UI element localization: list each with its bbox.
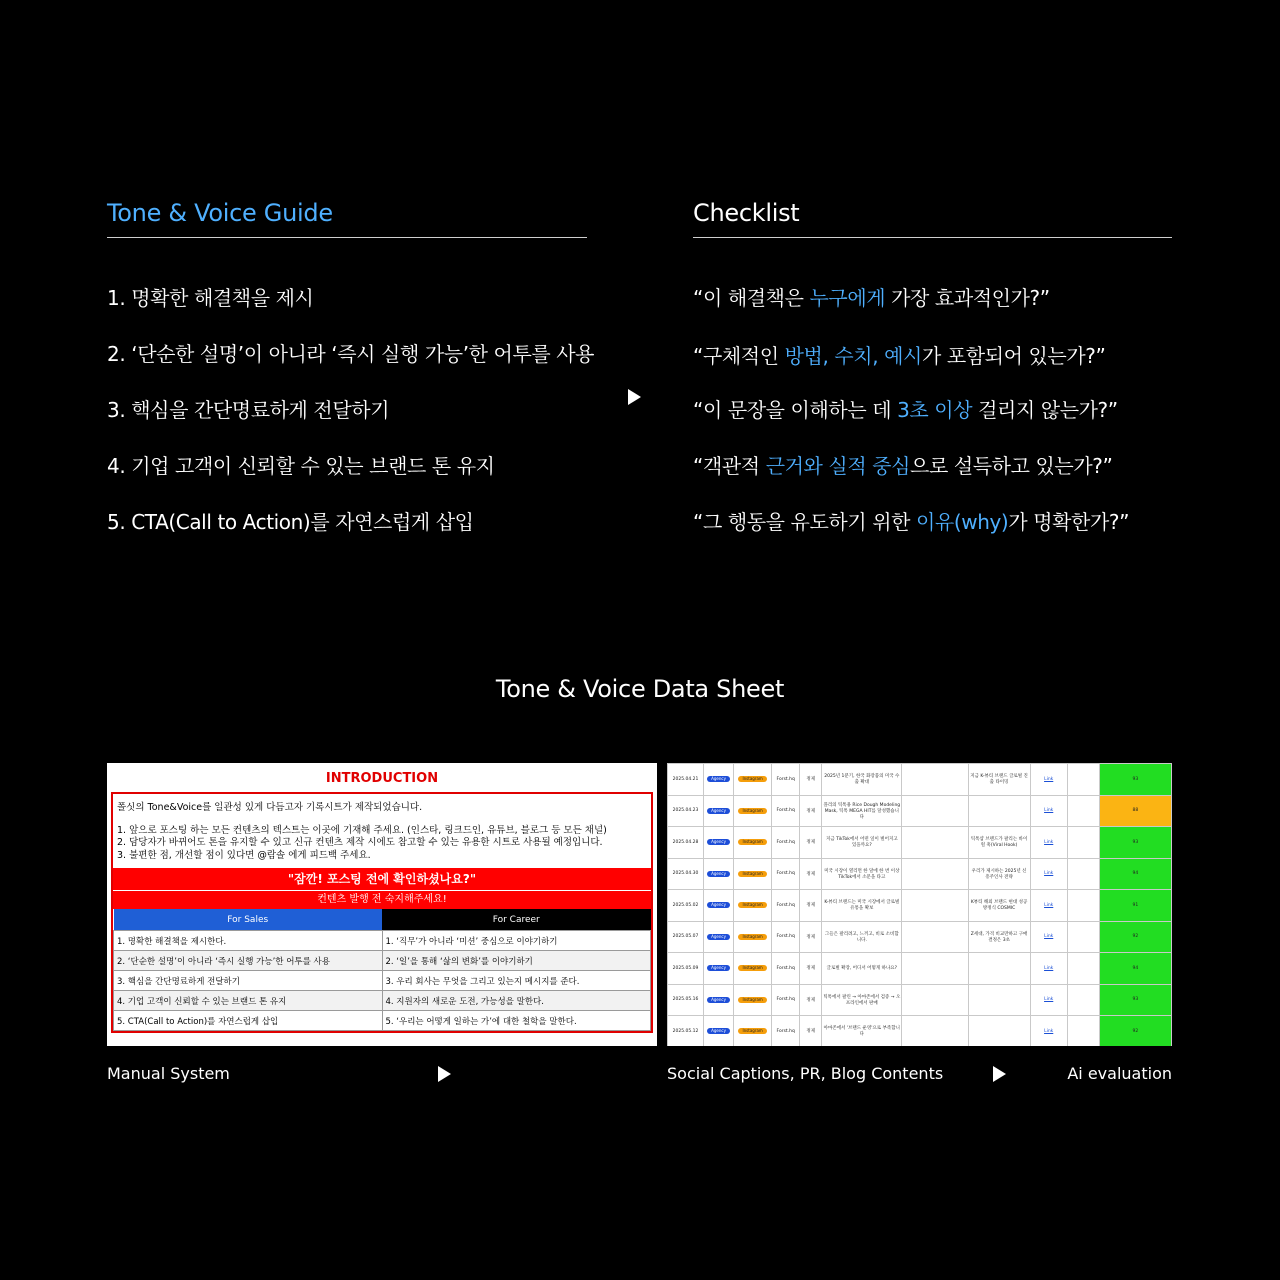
sheet-row <box>668 858 1172 890</box>
guide-item-5: 5. CTA(Call to Action)를 자연스럽게 삽입 <box>107 510 474 534</box>
date-cell: 2025.05.16 <box>668 984 704 1016</box>
agency-chip[interactable]: Agency <box>707 776 730 782</box>
score-cell: 91 <box>1099 890 1171 922</box>
intro-box <box>113 794 651 868</box>
empty-cell <box>1067 795 1099 827</box>
warning-subtitle: 컨텐츠 발행 전 숙지해주세요! <box>113 890 651 909</box>
manual-system-card <box>107 763 657 1046</box>
sheet-row <box>668 1016 1172 1047</box>
sheet-row <box>668 953 1172 985</box>
empty-cell <box>902 890 968 922</box>
empty-cell <box>1067 890 1099 922</box>
empty-cell <box>902 921 968 953</box>
caption-social-captions: Social Captions, PR, Blog Contents <box>667 1064 944 1083</box>
sheet-row <box>668 890 1172 922</box>
date-cell: 2025.04.23 <box>668 795 704 827</box>
author-cell: Forst.hq <box>772 858 800 890</box>
intro-lead: 폴싯의 Tone&Voice를 일관성 있게 다듬고자 기록시트가 제작되었습니다. <box>117 802 423 813</box>
date-cell: 2025.04.21 <box>668 764 704 796</box>
score-cell: 94 <box>1099 858 1171 890</box>
link-cell[interactable] <box>1030 827 1067 859</box>
checklist-item-1: “이 해결책은 누구에게 가장 효과적인가?” <box>693 286 1050 310</box>
date-cell: 2025.05.07 <box>668 921 704 953</box>
checklist-item-2: “구체적인 방법, 수치, 예시가 포함되어 있는가?” <box>693 344 1106 368</box>
author-cell: Forst.hq <box>772 764 800 796</box>
channel-chip[interactable]: Instagram <box>738 776 766 782</box>
status-cell: 정제 <box>800 921 822 953</box>
author-cell: Forst.hq <box>772 890 800 922</box>
empty-cell <box>902 984 968 1016</box>
empty-cell <box>902 795 968 827</box>
career-cell: 4. 지원자의 새로운 도전, 가능성을 말한다. <box>382 991 651 1011</box>
date-cell: 2025.05.12 <box>668 1016 704 1047</box>
play-arrow-icon <box>993 1066 1006 1082</box>
link[interactable]: Link <box>1044 839 1054 845</box>
author-cell: Forst.hq <box>772 1016 800 1047</box>
sales-cell: 5. CTA(Call to Action)를 자연스럽게 삽입 <box>114 1011 383 1031</box>
guide-item-1: 1. 명확한 해결책을 제시 <box>107 286 314 310</box>
link-cell[interactable] <box>1030 764 1067 796</box>
note-cell: K뷰티 해외 브랜드 현대 성공 방정식 COSMIC <box>968 890 1030 922</box>
empty-cell <box>902 764 968 796</box>
score-cell: 94 <box>1099 953 1171 985</box>
guide-divider <box>107 237 587 238</box>
guide-item-3: 3. 핵심을 간단명료하게 전달하기 <box>107 398 390 422</box>
agency-chip[interactable]: Agency <box>707 965 730 971</box>
checklist-title: Checklist <box>693 199 800 227</box>
channel-chip-cell <box>734 827 772 859</box>
career-cell: 2. ‘일’을 통해 ‘삶의 변화’를 이야기하기 <box>382 951 651 971</box>
sheet-row <box>668 764 1172 796</box>
empty-cell <box>1067 858 1099 890</box>
empty-cell <box>902 1016 968 1047</box>
note-cell: 우리가 제시하는 2025년 신흥주인사 전략 <box>968 858 1030 890</box>
agency-chip-cell <box>704 827 734 859</box>
empty-cell <box>902 827 968 859</box>
channel-chip[interactable]: Instagram <box>738 871 766 877</box>
agency-chip[interactable]: Agency <box>707 902 730 908</box>
link-cell[interactable] <box>1030 953 1067 985</box>
caption-text-cell: 미국 시장이 열리면 한 달에 한 번 이상 TikTok에서 소문을 타고 <box>822 858 902 890</box>
agency-chip-cell <box>704 921 734 953</box>
channel-chip-cell <box>734 1016 772 1047</box>
channel-chip-cell <box>734 764 772 796</box>
link-cell[interactable] <box>1030 890 1067 922</box>
link-cell[interactable] <box>1030 795 1067 827</box>
note-cell: Z세대, 가격 비교만하고 구매 결정은 3초 <box>968 921 1030 953</box>
intro-title: INTRODUCTION <box>325 771 439 786</box>
status-cell: 정제 <box>800 890 822 922</box>
agency-chip-cell <box>704 764 734 796</box>
channel-chip[interactable]: Instagram <box>738 1028 766 1034</box>
warning-banner: "잠깐! 포스팅 전에 확인하셨나요?" <box>113 868 651 890</box>
checklist-item-4: “객관적 근거와 실적 중심으로 설득하고 있는가?” <box>693 454 1113 478</box>
author-cell: Forst.hq <box>772 984 800 1016</box>
channel-chip-cell <box>734 984 772 1016</box>
status-cell: 정제 <box>800 858 822 890</box>
sales-cell: 2. ‘단순한 설명’이 아니라 ‘즉시 실행 가능’한 어투를 사용 <box>114 951 383 971</box>
sheet-row <box>668 984 1172 1016</box>
status-cell: 정제 <box>800 953 822 985</box>
caption-text-cell: 글로벌 확장, 어디서 어떻게 하나요? <box>822 953 902 985</box>
empty-cell <box>1067 921 1099 953</box>
link-cell[interactable] <box>1030 921 1067 953</box>
agency-chip-cell <box>704 1016 734 1047</box>
link[interactable]: Link <box>1044 808 1054 814</box>
channel-chip[interactable]: Instagram <box>738 902 766 908</box>
link[interactable]: Link <box>1044 902 1054 908</box>
author-cell: Forst.hq <box>772 953 800 985</box>
status-cell: 정제 <box>800 827 822 859</box>
link[interactable]: Link <box>1044 934 1054 940</box>
caption-text-cell: 아마존에서 '브랜드 운영'으로 부족합니다 <box>822 1016 902 1047</box>
status-cell: 정제 <box>800 795 822 827</box>
guide-title: Tone & Voice Guide <box>107 199 333 227</box>
link-cell[interactable] <box>1030 984 1067 1016</box>
agency-chip[interactable]: Agency <box>707 997 730 1003</box>
note-cell: 틱톡샵 브랜드가 팔리는 바이럴 훅(Viral Hook) <box>968 827 1030 859</box>
status-cell: 정제 <box>800 984 822 1016</box>
link[interactable]: Link <box>1044 1028 1054 1034</box>
channel-chip[interactable]: Instagram <box>738 934 766 940</box>
col-career-header: For Career <box>382 909 651 931</box>
agency-chip[interactable]: Agency <box>707 1028 730 1034</box>
score-cell: 93 <box>1099 764 1171 796</box>
date-cell: 2025.04.28 <box>668 827 704 859</box>
guide-item-2: 2. ‘단순한 설명’이 아니라 ‘즉시 실행 가능’한 어투를 사용 <box>107 342 595 366</box>
agency-chip-cell <box>704 953 734 985</box>
agency-chip-cell <box>704 795 734 827</box>
intro-line-2: 2. 담당자가 바뀌어도 톤을 유지할 수 있고 신규 컨텐츠 제작 시에도 참고할 수 있는 유용한 시트로 사용될 예정입니다. <box>117 837 603 848</box>
note-cell <box>968 795 1030 827</box>
sales-cell: 3. 핵심을 간단명료하게 전달하기 <box>114 971 383 991</box>
caption-text-cell: 지금 TikTok에서 어떤 일이 벌어지고 있을까요? <box>822 827 902 859</box>
play-arrow-icon <box>438 1066 451 1082</box>
caption-text-cell: 틱톡에서 팔린 → 아마존에서 검증 → 오프라인에서 판매 <box>822 984 902 1016</box>
agency-chip-cell <box>704 984 734 1016</box>
col-sales-header: For Sales <box>114 909 383 931</box>
link-cell[interactable] <box>1030 858 1067 890</box>
career-cell: 1. ‘직무’가 아니라 ‘미션’ 중심으로 이야기하기 <box>382 931 651 951</box>
note-cell <box>968 984 1030 1016</box>
author-cell: Forst.hq <box>772 921 800 953</box>
link[interactable]: Link <box>1044 776 1054 782</box>
empty-cell <box>1067 827 1099 859</box>
channel-chip-cell <box>734 795 772 827</box>
checklist-item-3: “이 문장을 이해하는 데 3초 이상 걸리지 않는가?” <box>693 398 1118 422</box>
empty-cell <box>1067 984 1099 1016</box>
status-cell: 정제 <box>800 1016 822 1047</box>
career-cell: 5. ‘우리는 어떻게 일하는 가’에 대한 철학을 말한다. <box>382 1011 651 1031</box>
agency-chip[interactable]: Agency <box>707 934 730 940</box>
agency-chip[interactable]: Agency <box>707 871 730 877</box>
data-sheet-table <box>667 763 1172 1046</box>
note-cell <box>968 1016 1030 1047</box>
score-cell: 88 <box>1099 795 1171 827</box>
empty-cell <box>1067 764 1099 796</box>
caption-text-cell: 플리의 틱톡용 Rice Dough Modeling Mask, 틱톡 MEGA HIT를 달성했습니다 <box>822 795 902 827</box>
career-cell: 3. 우리 회사는 무엇을 그리고 있는지 메시지를 준다. <box>382 971 651 991</box>
caption-text-cell: 그들은 팔리려고, 느끼고, 비로 소비합니다. <box>822 921 902 953</box>
channel-chip-cell <box>734 858 772 890</box>
empty-cell <box>1067 953 1099 985</box>
guide-item-4: 4. 기업 고객이 신뢰할 수 있는 브랜드 톤 유지 <box>107 454 495 478</box>
note-cell: 지금 K-뷰티 브랜드 글로벌 진출 타이밍 <box>968 764 1030 796</box>
date-cell: 2025.05.09 <box>668 953 704 985</box>
link[interactable]: Link <box>1044 871 1054 877</box>
checklist-divider <box>693 237 1172 238</box>
table-row <box>114 1011 651 1031</box>
caption-text-cell: 2025년 1분기, 한국 화장품의 미국 수출 확대 <box>822 764 902 796</box>
caption-text-cell: K-뷰티 브랜드는 미국 시장에서 글로벌 유통을 확보 <box>822 890 902 922</box>
sheet-row <box>668 827 1172 859</box>
data-sheet-title: Tone & Voice Data Sheet <box>495 675 785 703</box>
agency-chip-cell <box>704 858 734 890</box>
link[interactable]: Link <box>1044 965 1054 971</box>
sheet-row <box>668 921 1172 953</box>
score-cell: 93 <box>1099 827 1171 859</box>
channel-chip[interactable]: Instagram <box>738 965 766 971</box>
channel-chip-cell <box>734 953 772 985</box>
sales-cell: 4. 기업 고객이 신뢰할 수 있는 브랜드 톤 유지 <box>114 991 383 1011</box>
channel-chip[interactable]: Instagram <box>738 839 766 845</box>
agency-chip[interactable]: Agency <box>707 808 730 814</box>
checklist-item-5: “그 행동을 유도하기 위한 이유(why)가 명확한가?” <box>693 510 1130 534</box>
date-cell: 2025.04.30 <box>668 858 704 890</box>
data-sheet-card <box>667 763 1172 1046</box>
score-cell: 92 <box>1099 1016 1171 1047</box>
tone-rules-table <box>113 909 651 1031</box>
link-cell[interactable] <box>1030 1016 1067 1047</box>
channel-chip-cell <box>734 921 772 953</box>
note-cell <box>968 953 1030 985</box>
table-row <box>114 931 651 951</box>
status-cell: 정제 <box>800 764 822 796</box>
agency-chip[interactable]: Agency <box>707 839 730 845</box>
empty-cell <box>902 858 968 890</box>
table-row <box>114 951 651 971</box>
date-cell: 2025.05.02 <box>668 890 704 922</box>
caption-ai-evaluation: Ai evaluation <box>1067 1064 1172 1083</box>
empty-cell <box>1067 1016 1099 1047</box>
author-cell: Forst.hq <box>772 827 800 859</box>
link[interactable]: Link <box>1044 997 1054 1003</box>
agency-chip-cell <box>704 890 734 922</box>
empty-cell <box>902 953 968 985</box>
score-cell: 92 <box>1099 921 1171 953</box>
intro-line-1: 1. 앞으로 포스팅 하는 모든 컨텐츠의 텍스트는 이곳에 기재해 주세요. (인스타, 링크드인, 유튜브, 블로그 등 모든 채널) <box>117 824 607 836</box>
play-arrow-icon <box>628 389 641 405</box>
caption-manual-system: Manual System <box>107 1064 230 1083</box>
sales-cell: 1. 명확한 해결책을 제시한다. <box>114 931 383 951</box>
channel-chip-cell <box>734 890 772 922</box>
author-cell: Forst.hq <box>772 795 800 827</box>
channel-chip[interactable]: Instagram <box>738 997 766 1003</box>
table-row <box>114 971 651 991</box>
intro-line-3: 3. 불편한 점, 개선할 점이 있다면 @람솔 에게 피드백 주세요. <box>117 849 371 861</box>
table-row <box>114 991 651 1011</box>
sheet-row <box>668 795 1172 827</box>
score-cell: 93 <box>1099 984 1171 1016</box>
channel-chip[interactable]: Instagram <box>738 808 766 814</box>
